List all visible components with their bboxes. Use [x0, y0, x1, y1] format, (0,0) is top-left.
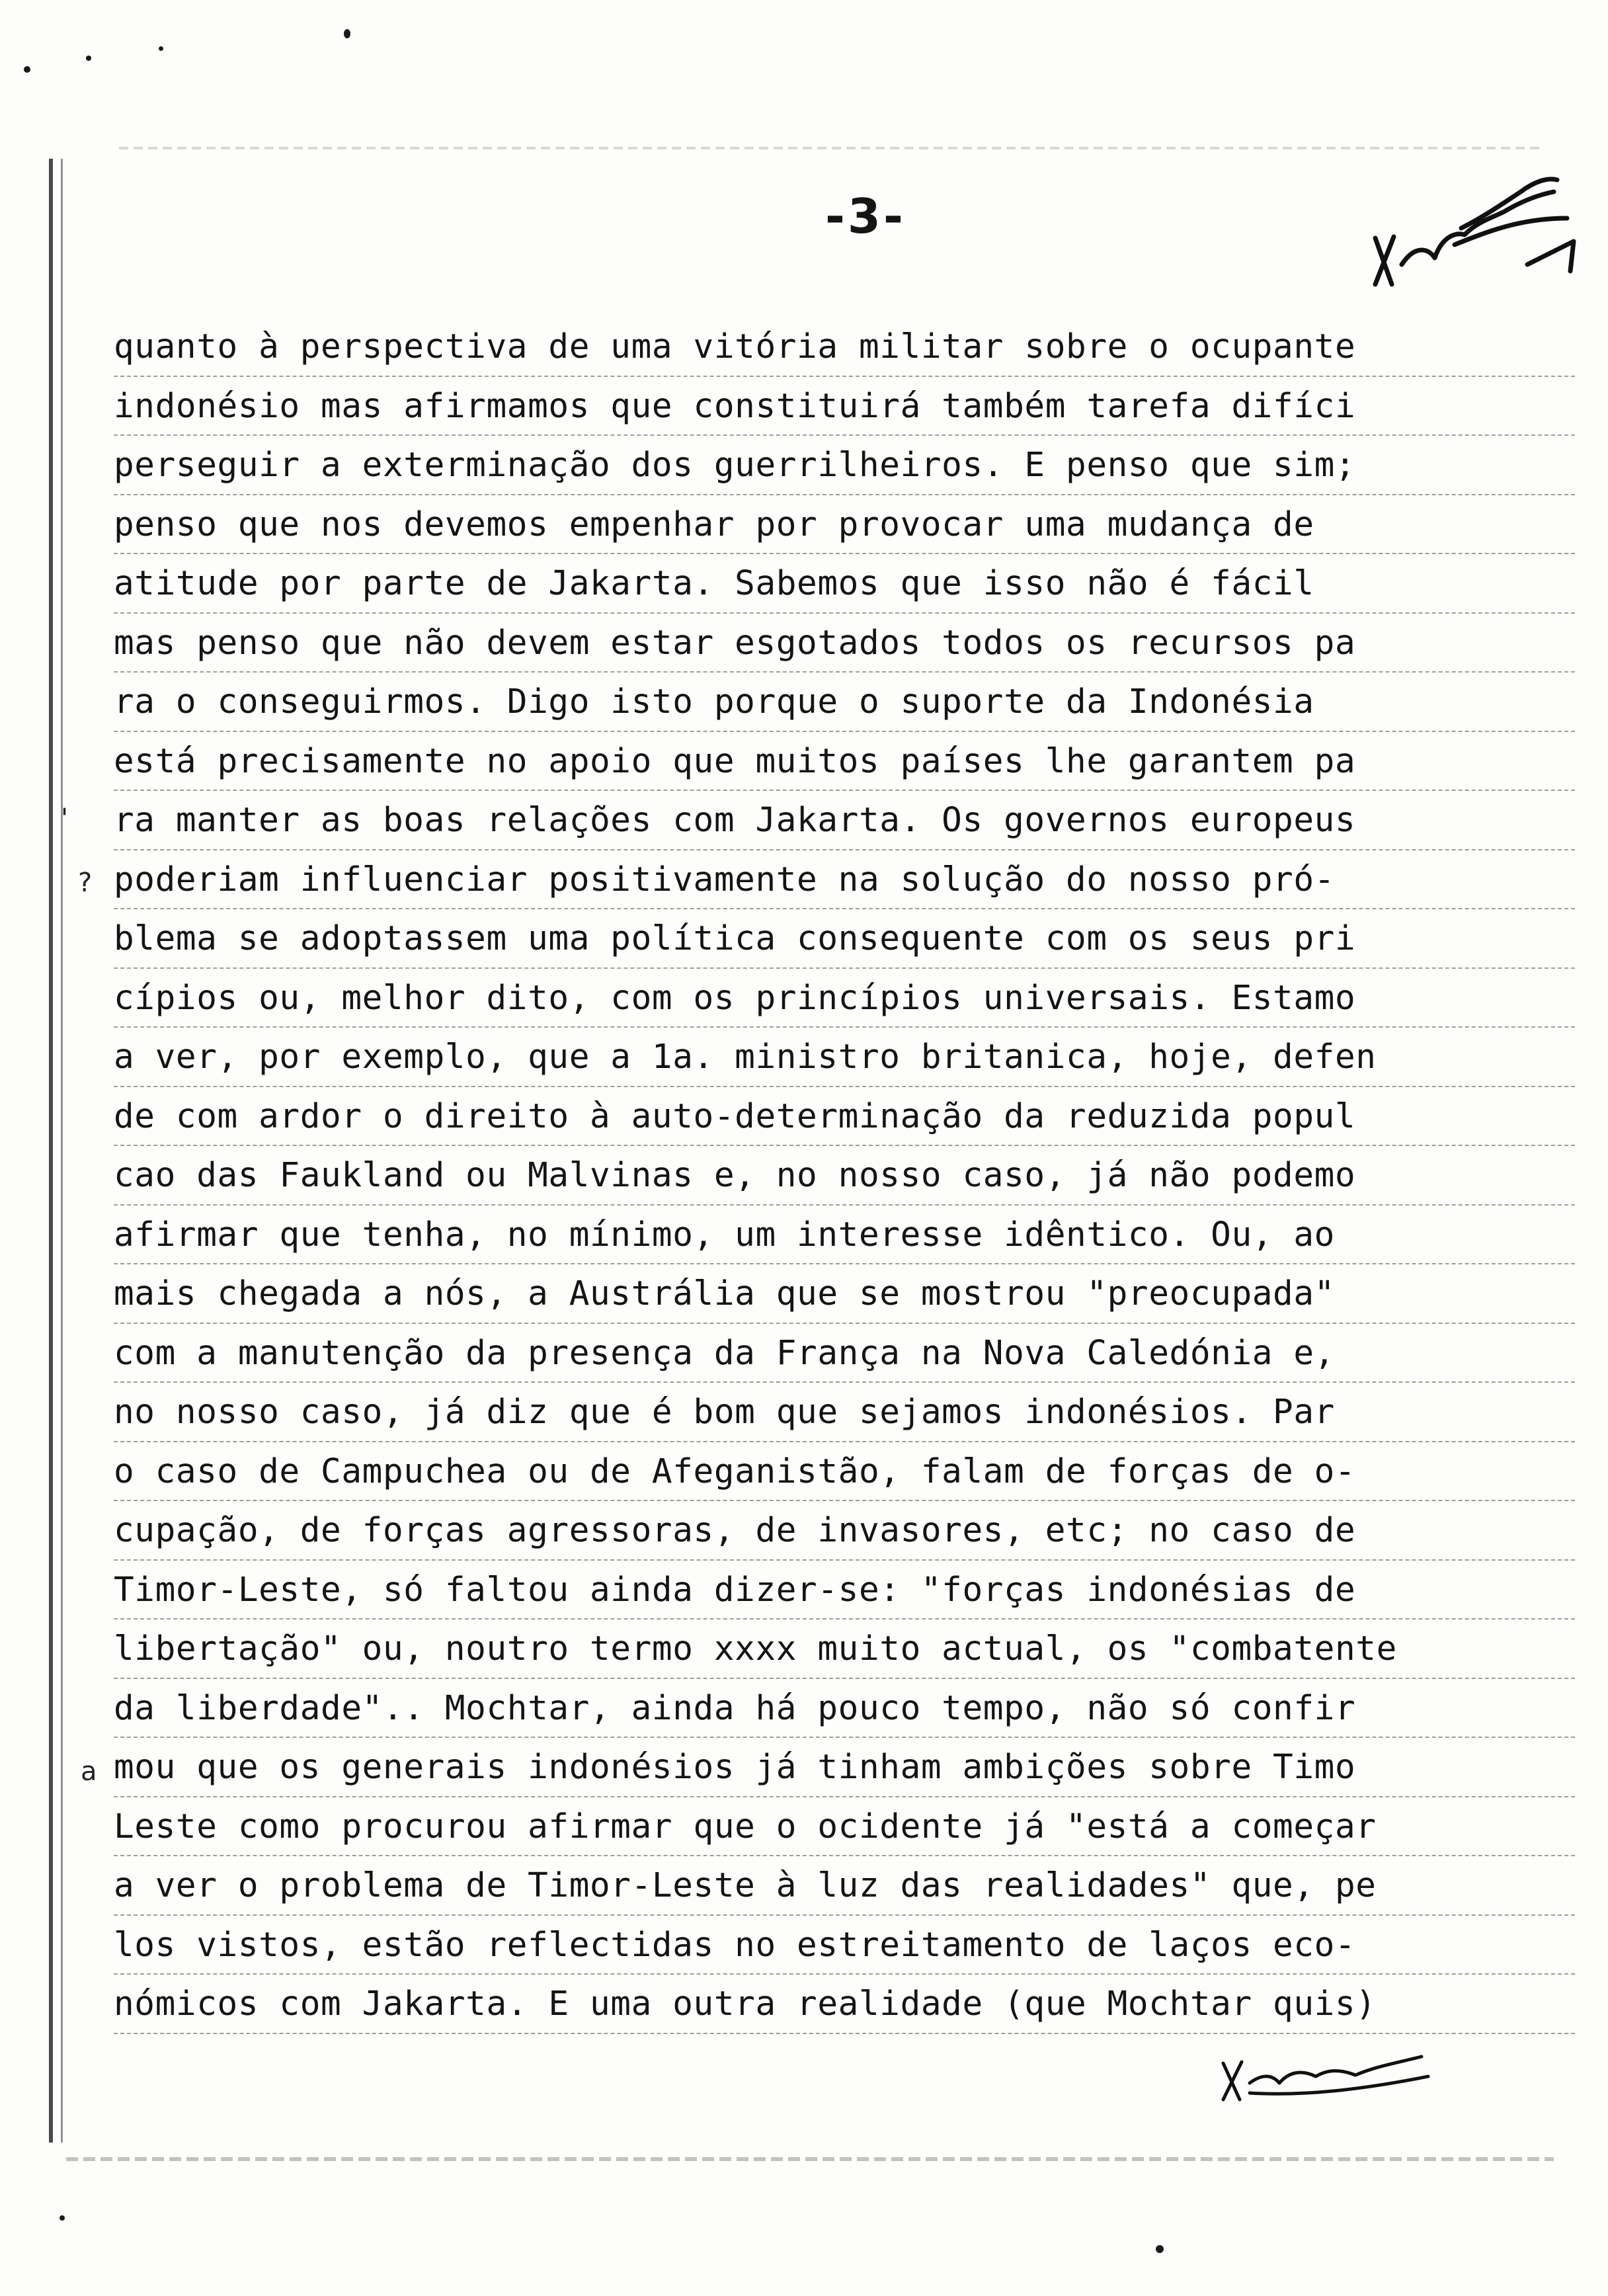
margin-mark: ?: [78, 868, 93, 898]
text-line: ra manter as boas relações com Jakarta. Os governos europeus: [114, 791, 1575, 850]
margin-mark: a: [81, 1756, 97, 1787]
text-line: afirmar que tenha, no mínimo, um interesse idêntico. Ou, ao: [114, 1206, 1575, 1265]
text-line: ra o conseguirmos. Digo isto porque o suporte da Indonésia: [114, 673, 1575, 732]
text-line: a ver o problema de Timor-Leste à luz das realidades" que, pe: [114, 1856, 1575, 1916]
text-line: mais chegada a nós, a Austrália que se mostrou "preocupada": [114, 1264, 1575, 1324]
text-line: cupação, de forças agressoras, de invasores, etc; no caso de: [114, 1501, 1575, 1561]
text-line: da liberdade".. Mochtar, ainda há pouco tempo, não só confir: [114, 1679, 1575, 1739]
text-line: de com ardor o direito à auto-determinação da reduzida popul: [114, 1087, 1575, 1147]
scan-speck: [344, 29, 350, 38]
scan-speck: [24, 66, 30, 73]
text-line: poderiam influenciar positivamente na solução do nosso pró-: [114, 850, 1575, 910]
text-line: blema se adoptassem uma política consequente com os seus pri: [114, 909, 1575, 969]
text-line: Timor-Leste, só faltou ainda dizer-se: "forças indonésias de: [114, 1561, 1575, 1620]
scan-speck: [159, 46, 163, 51]
text-line: o caso de Campuchea ou de Afeganistão, falam de forças de o-: [114, 1442, 1575, 1502]
text-line: perseguir a exterminação dos guerrilheiros. E penso que sim;: [114, 436, 1575, 495]
text-line: atitude por parte de Jakarta. Sabemos que isso não é fácil: [114, 554, 1575, 614]
typewritten-body: [114, 317, 1575, 2034]
text-line: indonésio mas afirmamos que constituirá também tarefa difíci: [114, 377, 1575, 436]
scan-speck: [60, 2215, 65, 2221]
page-number: -3-: [825, 188, 906, 244]
left-margin-line: [49, 159, 53, 2143]
text-line: a ver, por exemplo, que a 1a. ministro britanica, hoje, defen: [114, 1028, 1575, 1087]
text-line: Leste como procurou afirmar que o ocidente já "está a começar: [114, 1797, 1575, 1857]
text-line: nómicos com Jakarta. E uma outra realidade (que Mochtar quis): [114, 1975, 1575, 2034]
margin-mark: ': [61, 803, 68, 834]
text-line: com a manutenção da presença da França na Nova Caledónia e,: [114, 1324, 1575, 1383]
text-line: mou que os generais indonésios já tinham ambições sobre Timo: [114, 1738, 1575, 1797]
text-line: cípios ou, melhor dito, com os princípios universais. Estamo: [114, 969, 1575, 1028]
scan-top-rule: [119, 147, 1541, 149]
left-margin-line-secondary: [61, 159, 63, 2143]
text-line: está precisamente no apoio que muitos países lhe garantem pa: [114, 732, 1575, 792]
handwritten-signature: [1355, 165, 1587, 304]
text-line: mas penso que não devem estar esgotados todos os recursos pa: [114, 614, 1575, 673]
text-line: quanto à perspectiva de uma vitória militar sobre o ocupante: [114, 317, 1575, 377]
text-line: cao das Faukland ou Malvinas e, no nosso caso, já não podemo: [114, 1146, 1575, 1206]
text-line: penso que nos devemos empenhar por provocar uma mudança de: [114, 495, 1575, 555]
scan-speck: [86, 56, 91, 61]
text-line: los vistos, estão reflectidas no estreitamento de laços eco-: [114, 1916, 1575, 1975]
handwritten-initials: [1210, 2037, 1435, 2110]
text-line: libertação" ou, noutro termo xxxx muito actual, os "combatente: [114, 1620, 1575, 1679]
scan-speck: [1156, 2245, 1164, 2253]
text-line: no nosso caso, já diz que é bom que sejamos indonésios. Par: [114, 1383, 1575, 1442]
scan-bottom-rule: [66, 2157, 1554, 2161]
